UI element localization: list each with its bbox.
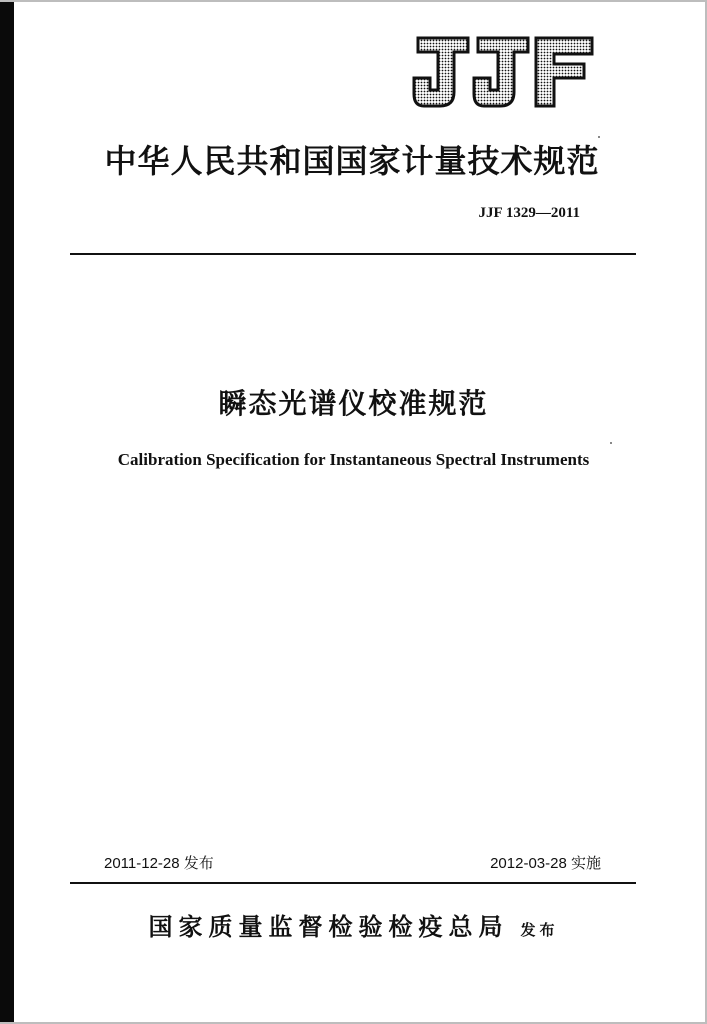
- publisher-row: [0, 907, 707, 942]
- standard-number: JJF 1329—2011: [478, 205, 580, 221]
- implementation-date: 2012-03-28 实施: [490, 855, 601, 872]
- bottom-divider: [70, 882, 636, 884]
- jjf-logo-icon: [410, 36, 596, 108]
- publish-label: 发布: [520, 921, 559, 939]
- document-title-en: Calibration Specification for Instantaneous Spectral Instruments: [117, 450, 590, 469]
- binding-spine: [0, 2, 14, 1024]
- scan-speck: [610, 442, 612, 444]
- issue-date: 2011-12-28 发布: [104, 855, 214, 872]
- regulation-series-title: 中华人民共和国国家计量技术规范: [104, 142, 600, 180]
- top-divider: [70, 253, 636, 255]
- scan-speck: [598, 136, 600, 138]
- document-title-cn: 瞬态光谱仪校准规范: [218, 387, 489, 420]
- publisher-name: 国家质量监督检验检疫总局: [148, 913, 509, 941]
